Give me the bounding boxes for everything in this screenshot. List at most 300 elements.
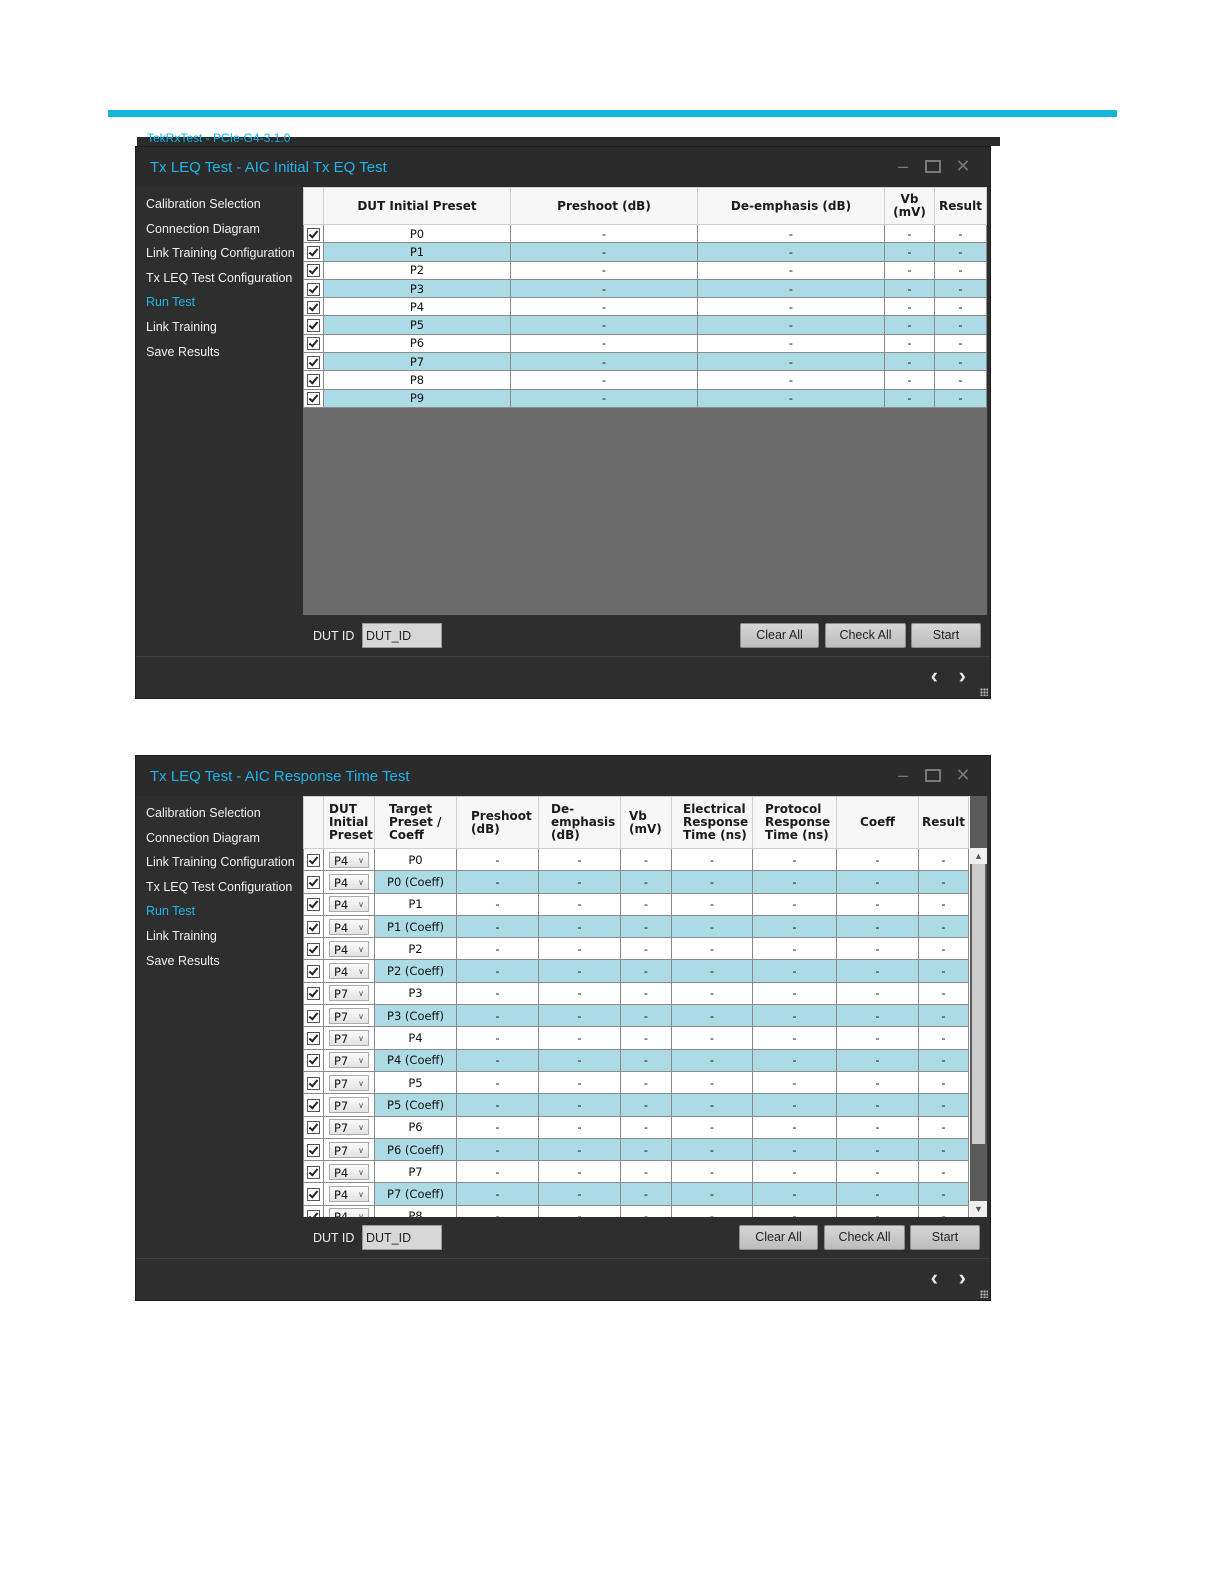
initial-preset-cell bbox=[324, 1049, 375, 1071]
coeff-cell: - bbox=[837, 871, 919, 893]
table-row[interactable] bbox=[304, 871, 969, 893]
target-preset-cell: P6 (Coeff) bbox=[375, 1138, 457, 1160]
vb-cell: - bbox=[621, 1161, 672, 1183]
table-row[interactable] bbox=[304, 1183, 969, 1205]
protocol-response-cell: - bbox=[753, 938, 837, 960]
preshoot-cell: - bbox=[511, 371, 698, 389]
title-bar[interactable] bbox=[136, 147, 990, 187]
target-preset-cell: P1 bbox=[375, 893, 457, 915]
check-all-button[interactable]: Check All bbox=[824, 1225, 905, 1250]
target-preset-cell: P4 (Coeff) bbox=[375, 1049, 457, 1071]
target-preset-cell: P4 bbox=[375, 1027, 457, 1049]
table-row[interactable] bbox=[304, 389, 987, 407]
vb-cell: - bbox=[885, 243, 935, 261]
sidebar-item-calibration-selection[interactable]: Calibration Selection bbox=[146, 806, 261, 820]
row-checkbox[interactable] bbox=[304, 261, 324, 279]
checkmark-icon bbox=[307, 319, 320, 332]
row-checkbox[interactable] bbox=[304, 849, 324, 871]
checkmark-icon bbox=[307, 1054, 320, 1067]
bottom-toolbar bbox=[303, 615, 987, 657]
result-cell: - bbox=[935, 316, 987, 334]
checkmark-icon bbox=[307, 898, 320, 911]
coeff-cell: - bbox=[837, 1183, 919, 1205]
column-header[interactable]: Protocol Response Time (ns) bbox=[753, 797, 837, 849]
electrical-response-cell: - bbox=[672, 871, 753, 893]
vb-cell: - bbox=[885, 316, 935, 334]
preset-cell: P7 bbox=[324, 353, 511, 371]
sidebar-item-calibration-selection[interactable]: Calibration Selection bbox=[146, 197, 261, 211]
row-checkbox[interactable] bbox=[304, 1071, 324, 1093]
preshoot-cell: - bbox=[457, 1005, 539, 1027]
chevron-down-icon: ∨ bbox=[358, 1190, 364, 1200]
column-header[interactable]: Target Preset / Coeff bbox=[375, 797, 457, 849]
vb-cell: - bbox=[885, 334, 935, 352]
initial-preset-dropdown[interactable]: P4 ∨ bbox=[329, 852, 369, 868]
vb-cell: - bbox=[621, 1071, 672, 1093]
target-preset-cell: P1 (Coeff) bbox=[375, 915, 457, 937]
checkmark-icon bbox=[307, 1032, 320, 1045]
preshoot-cell: - bbox=[511, 298, 698, 316]
protocol-response-cell: - bbox=[753, 871, 837, 893]
initial-preset-dropdown[interactable]: P4 ∨ bbox=[329, 919, 369, 935]
result-cell: - bbox=[935, 225, 987, 243]
initial-preset-dropdown[interactable]: P7 ∨ bbox=[329, 1008, 369, 1024]
deemphasis-cell: - bbox=[539, 1005, 621, 1027]
electrical-response-cell: - bbox=[672, 1138, 753, 1160]
preshoot-cell: - bbox=[511, 243, 698, 261]
coeff-cell: - bbox=[837, 1116, 919, 1138]
row-checkbox[interactable] bbox=[304, 1138, 324, 1160]
maximize-icon[interactable] bbox=[922, 156, 944, 178]
column-header[interactable]: DUT Initial Preset bbox=[324, 797, 375, 849]
table-row[interactable] bbox=[304, 1071, 969, 1093]
column-header[interactable]: Result bbox=[935, 188, 987, 225]
preshoot-cell: - bbox=[457, 1071, 539, 1093]
chevron-down-icon: ∨ bbox=[358, 1078, 364, 1088]
deemphasis-cell: - bbox=[539, 938, 621, 960]
target-preset-cell: P7 bbox=[375, 1161, 457, 1183]
vb-cell: - bbox=[621, 849, 672, 871]
electrical-response-cell: - bbox=[672, 982, 753, 1004]
row-checkbox[interactable] bbox=[304, 279, 324, 297]
table-row[interactable] bbox=[304, 1138, 969, 1160]
row-checkbox[interactable] bbox=[304, 1027, 324, 1049]
chevron-down-icon: ∨ bbox=[358, 1123, 364, 1133]
result-cell: - bbox=[919, 1071, 969, 1093]
result-cell: - bbox=[935, 334, 987, 352]
row-checkbox[interactable] bbox=[304, 938, 324, 960]
column-header[interactable]: Preshoot (dB) bbox=[511, 188, 698, 225]
table-row[interactable] bbox=[304, 893, 969, 915]
result-cell: - bbox=[919, 1005, 969, 1027]
chevron-down-icon: ∨ bbox=[358, 1011, 364, 1021]
table-row[interactable] bbox=[304, 316, 987, 334]
sidebar-nav bbox=[136, 187, 304, 657]
vb-cell: - bbox=[885, 371, 935, 389]
preset-cell: P0 bbox=[324, 225, 511, 243]
chevron-left-icon[interactable]: ‹ bbox=[930, 663, 938, 688]
row-checkbox[interactable] bbox=[304, 893, 324, 915]
initial-preset-cell bbox=[324, 1005, 375, 1027]
checkmark-icon bbox=[307, 987, 320, 1000]
initial-preset-cell bbox=[324, 1071, 375, 1093]
initial-preset-dropdown[interactable]: P7 ∨ bbox=[329, 985, 369, 1001]
checkmark-icon bbox=[307, 246, 320, 259]
chevron-right-icon[interactable]: › bbox=[958, 663, 966, 688]
resize-grip-icon[interactable] bbox=[980, 688, 988, 696]
vertical-scrollbar[interactable] bbox=[970, 796, 987, 1217]
sidebar-item-link-training[interactable]: Link Training bbox=[146, 928, 217, 943]
vb-cell: - bbox=[885, 261, 935, 279]
sidebar-item-link-training[interactable]: Link Training bbox=[146, 319, 217, 334]
chevron-down-icon: ∨ bbox=[358, 944, 364, 954]
initial-preset-dropdown[interactable]: P4 ∨ bbox=[329, 1164, 369, 1180]
coeff-cell: - bbox=[837, 893, 919, 915]
coeff-cell: - bbox=[837, 1094, 919, 1116]
background-window-title: TekRxTest - PCIe-G4-3.1.0 bbox=[137, 137, 1000, 146]
row-checkbox[interactable] bbox=[304, 1005, 324, 1027]
table-row[interactable] bbox=[304, 243, 987, 261]
chevron-down-icon: ∨ bbox=[358, 967, 364, 977]
row-checkbox[interactable] bbox=[304, 353, 324, 371]
column-header[interactable]: Preshoot (dB) bbox=[457, 797, 539, 849]
preshoot-cell: - bbox=[457, 849, 539, 871]
protocol-response-cell: - bbox=[753, 1049, 837, 1071]
protocol-response-cell: - bbox=[753, 1005, 837, 1027]
initial-preset-dropdown[interactable]: P7 ∨ bbox=[329, 1030, 369, 1046]
sidebar-item-tx-leq-test-configuration[interactable]: Tx LEQ Test Configuration bbox=[146, 879, 293, 894]
initial-preset-dropdown[interactable]: P7 ∨ bbox=[329, 1142, 369, 1158]
table-row[interactable] bbox=[304, 1027, 969, 1049]
clear-all-button[interactable]: Clear All bbox=[740, 623, 819, 648]
vb-cell: - bbox=[621, 1027, 672, 1049]
window-title: Tx LEQ Test - AIC Initial Tx EQ Test bbox=[150, 159, 387, 176]
deemphasis-cell: - bbox=[539, 1049, 621, 1071]
close-icon[interactable]: ✕ bbox=[955, 156, 971, 176]
preset-cell: P1 bbox=[324, 243, 511, 261]
row-checkbox[interactable] bbox=[304, 960, 324, 982]
table-row[interactable] bbox=[304, 849, 969, 871]
checkmark-icon bbox=[307, 854, 320, 867]
checkmark-icon bbox=[307, 1121, 320, 1134]
result-cell: - bbox=[919, 1183, 969, 1205]
coeff-cell: - bbox=[837, 982, 919, 1004]
deemph-cell: - bbox=[698, 298, 885, 316]
row-checkbox[interactable] bbox=[304, 389, 324, 407]
protocol-response-cell: - bbox=[753, 1071, 837, 1093]
dut-id-label: DUT ID bbox=[313, 629, 355, 643]
preshoot-cell: - bbox=[457, 960, 539, 982]
table-row[interactable] bbox=[304, 1116, 969, 1138]
electrical-response-cell: - bbox=[672, 1071, 753, 1093]
chevron-down-icon: ∨ bbox=[358, 900, 364, 910]
checkmark-icon bbox=[307, 392, 320, 405]
table-row[interactable] bbox=[304, 371, 987, 389]
scroll-up-icon[interactable]: ▲ bbox=[970, 848, 987, 864]
table-row[interactable] bbox=[304, 334, 987, 352]
preshoot-cell: - bbox=[511, 261, 698, 279]
initial-preset-dropdown[interactable]: P7 ∨ bbox=[329, 1097, 369, 1113]
row-checkbox[interactable] bbox=[304, 316, 324, 334]
chevron-right-icon[interactable]: › bbox=[958, 1265, 966, 1290]
electrical-response-cell: - bbox=[672, 1005, 753, 1027]
result-cell: - bbox=[919, 1094, 969, 1116]
deemphasis-cell: - bbox=[539, 1094, 621, 1116]
deemph-cell: - bbox=[698, 279, 885, 297]
wizard-nav-bar bbox=[136, 656, 990, 698]
row-checkbox[interactable] bbox=[304, 871, 324, 893]
result-cell: - bbox=[919, 1049, 969, 1071]
row-checkbox[interactable] bbox=[304, 1094, 324, 1116]
electrical-response-cell: - bbox=[672, 1183, 753, 1205]
table-row[interactable] bbox=[304, 938, 969, 960]
result-cell: - bbox=[919, 1027, 969, 1049]
vb-cell: - bbox=[885, 225, 935, 243]
row-checkbox[interactable] bbox=[304, 1183, 324, 1205]
row-checkbox[interactable] bbox=[304, 915, 324, 937]
table-row[interactable] bbox=[304, 261, 987, 279]
initial-preset-dropdown[interactable]: P7 ∨ bbox=[329, 1119, 369, 1135]
deemphasis-cell: - bbox=[539, 1116, 621, 1138]
start-button[interactable]: Start bbox=[910, 1225, 980, 1250]
checkmark-icon bbox=[307, 1077, 320, 1090]
checkmark-icon bbox=[307, 374, 320, 387]
column-header[interactable]: Vb (mV) bbox=[621, 797, 672, 849]
start-button[interactable]: Start bbox=[911, 623, 981, 648]
table-row[interactable] bbox=[304, 1094, 969, 1116]
checkmark-icon bbox=[307, 283, 320, 296]
vb-cell: - bbox=[621, 893, 672, 915]
sidebar-item-link-training-configuration[interactable]: Link Training Configuration bbox=[146, 246, 295, 261]
electrical-response-cell: - bbox=[672, 1027, 753, 1049]
target-preset-cell: P2 bbox=[375, 938, 457, 960]
preshoot-cell: - bbox=[457, 871, 539, 893]
target-preset-cell: P3 (Coeff) bbox=[375, 1005, 457, 1027]
initial-preset-dropdown[interactable]: P4 ∨ bbox=[329, 874, 369, 890]
scroll-down-icon[interactable]: ▼ bbox=[970, 1201, 987, 1217]
result-cell: - bbox=[935, 389, 987, 407]
sidebar-item-save-results[interactable]: Save Results bbox=[146, 344, 220, 359]
row-checkbox[interactable] bbox=[304, 243, 324, 261]
coeff-cell: - bbox=[837, 1138, 919, 1160]
chevron-left-icon[interactable]: ‹ bbox=[930, 1265, 938, 1290]
deemph-cell: - bbox=[698, 243, 885, 261]
minimize-icon[interactable]: – bbox=[897, 156, 908, 176]
maximize-icon[interactable] bbox=[922, 765, 944, 787]
result-cell: - bbox=[919, 1138, 969, 1160]
page-top-rule bbox=[108, 110, 1117, 117]
table-row[interactable] bbox=[304, 1049, 969, 1071]
checkmark-icon bbox=[307, 965, 320, 978]
row-checkbox[interactable] bbox=[304, 1116, 324, 1138]
sidebar-item-link-training-configuration[interactable]: Link Training Configuration bbox=[146, 855, 295, 870]
initial-preset-cell bbox=[324, 1116, 375, 1138]
electrical-response-cell: - bbox=[672, 1161, 753, 1183]
deemphasis-cell: - bbox=[539, 915, 621, 937]
table-row[interactable] bbox=[304, 1005, 969, 1027]
coeff-cell: - bbox=[837, 1049, 919, 1071]
result-cell: - bbox=[919, 849, 969, 871]
row-checkbox[interactable] bbox=[304, 1049, 324, 1071]
result-cell: - bbox=[919, 1161, 969, 1183]
result-cell: - bbox=[919, 915, 969, 937]
preshoot-cell: - bbox=[511, 334, 698, 352]
column-header[interactable]: Result bbox=[919, 797, 969, 849]
table-row[interactable] bbox=[304, 1161, 969, 1183]
table-row[interactable] bbox=[304, 225, 987, 243]
protocol-response-cell: - bbox=[753, 1161, 837, 1183]
vb-cell: - bbox=[621, 1183, 672, 1205]
result-cell: - bbox=[935, 261, 987, 279]
initial-preset-cell bbox=[324, 982, 375, 1004]
preshoot-cell: - bbox=[457, 1183, 539, 1205]
deemph-cell: - bbox=[698, 389, 885, 407]
protocol-response-cell: - bbox=[753, 1183, 837, 1205]
checkmark-icon bbox=[307, 1166, 320, 1179]
table-row[interactable] bbox=[304, 353, 987, 371]
target-preset-cell: P2 (Coeff) bbox=[375, 960, 457, 982]
response-time-window bbox=[135, 755, 991, 1301]
initial-tx-eq-window bbox=[135, 146, 991, 699]
result-cell: - bbox=[935, 371, 987, 389]
result-cell: - bbox=[935, 353, 987, 371]
chevron-down-icon: ∨ bbox=[358, 1145, 364, 1155]
vb-cell: - bbox=[885, 298, 935, 316]
chevron-down-icon: ∨ bbox=[358, 922, 364, 932]
result-cell: - bbox=[935, 279, 987, 297]
initial-preset-cell bbox=[324, 893, 375, 915]
result-cell: - bbox=[919, 938, 969, 960]
checkmark-icon bbox=[307, 921, 320, 934]
resize-grip-icon[interactable] bbox=[980, 1290, 988, 1298]
row-checkbox[interactable] bbox=[304, 982, 324, 1004]
initial-preset-cell bbox=[324, 849, 375, 871]
coeff-cell: - bbox=[837, 849, 919, 871]
table-row[interactable] bbox=[304, 982, 969, 1004]
row-checkbox[interactable] bbox=[304, 225, 324, 243]
column-header[interactable]: De-emphasis (dB) bbox=[698, 188, 885, 225]
initial-preset-dropdown[interactable]: P4 ∨ bbox=[329, 941, 369, 957]
preshoot-cell: - bbox=[457, 1049, 539, 1071]
protocol-response-cell: - bbox=[753, 915, 837, 937]
electrical-response-cell: - bbox=[672, 849, 753, 871]
preshoot-cell: - bbox=[457, 1116, 539, 1138]
vb-cell: - bbox=[621, 938, 672, 960]
initial-preset-dropdown[interactable]: P4 ∨ bbox=[329, 896, 369, 912]
dut-id-input[interactable]: DUT_ID bbox=[362, 623, 442, 648]
row-checkbox[interactable] bbox=[304, 371, 324, 389]
deemphasis-cell: - bbox=[539, 960, 621, 982]
result-cell: - bbox=[935, 298, 987, 316]
row-checkbox[interactable] bbox=[304, 298, 324, 316]
coeff-cell: - bbox=[837, 938, 919, 960]
sidebar-item-connection-diagram[interactable]: Connection Diagram bbox=[146, 221, 260, 236]
initial-preset-dropdown[interactable]: P7 ∨ bbox=[329, 1075, 369, 1091]
preset-cell: P8 bbox=[324, 371, 511, 389]
sidebar-item-run-test[interactable]: Run Test bbox=[146, 295, 196, 310]
deemphasis-cell: - bbox=[539, 1071, 621, 1093]
deemph-cell: - bbox=[698, 261, 885, 279]
vb-cell: - bbox=[885, 279, 935, 297]
coeff-cell: - bbox=[837, 915, 919, 937]
chevron-down-icon: ∨ bbox=[358, 989, 364, 999]
initial-preset-cell bbox=[324, 1027, 375, 1049]
result-cell: - bbox=[919, 982, 969, 1004]
chevron-down-icon: ∨ bbox=[358, 1167, 364, 1177]
target-preset-cell: P7 (Coeff) bbox=[375, 1183, 457, 1205]
scrollbar-thumb[interactable] bbox=[972, 864, 985, 1144]
result-cell: - bbox=[919, 960, 969, 982]
sidebar-item-connection-diagram[interactable]: Connection Diagram bbox=[146, 830, 260, 845]
minimize-icon[interactable]: – bbox=[897, 765, 908, 785]
preset-cell: P2 bbox=[324, 261, 511, 279]
deemphasis-cell: - bbox=[539, 982, 621, 1004]
chevron-down-icon: ∨ bbox=[358, 1100, 364, 1110]
table-row[interactable] bbox=[304, 298, 987, 316]
preshoot-cell: - bbox=[457, 893, 539, 915]
row-checkbox[interactable] bbox=[304, 1161, 324, 1183]
protocol-response-cell: - bbox=[753, 1027, 837, 1049]
column-header[interactable]: DUT Initial Preset bbox=[324, 188, 511, 225]
vb-cell: - bbox=[621, 1138, 672, 1160]
preshoot-cell: - bbox=[511, 279, 698, 297]
column-header[interactable]: Electrical Response Time (ns) bbox=[672, 797, 753, 849]
protocol-response-cell: - bbox=[753, 982, 837, 1004]
initial-preset-cell bbox=[324, 1183, 375, 1205]
table-row[interactable] bbox=[304, 279, 987, 297]
sidebar-item-save-results[interactable]: Save Results bbox=[146, 953, 220, 968]
table-row[interactable] bbox=[304, 960, 969, 982]
target-preset-cell: P0 bbox=[375, 849, 457, 871]
initial-preset-dropdown[interactable]: P4 ∨ bbox=[329, 963, 369, 979]
window-title: Tx LEQ Test - AIC Response Time Test bbox=[150, 768, 410, 785]
close-icon[interactable]: ✕ bbox=[955, 765, 971, 785]
preshoot-cell: - bbox=[511, 353, 698, 371]
initial-preset-cell bbox=[324, 1138, 375, 1160]
electrical-response-cell: - bbox=[672, 893, 753, 915]
clear-all-button[interactable]: Clear All bbox=[739, 1225, 818, 1250]
row-checkbox[interactable] bbox=[304, 334, 324, 352]
table-row[interactable] bbox=[304, 915, 969, 937]
check-all-button[interactable]: Check All bbox=[825, 623, 906, 648]
sidebar-nav bbox=[136, 796, 304, 1259]
deemph-cell: - bbox=[698, 353, 885, 371]
column-header[interactable]: Vb (mV) bbox=[885, 188, 935, 225]
checkmark-icon bbox=[307, 1188, 320, 1201]
dut-id-input[interactable]: DUT_ID bbox=[362, 1225, 442, 1250]
initial-preset-cell bbox=[324, 871, 375, 893]
initial-preset-dropdown[interactable]: P4 ∨ bbox=[329, 1186, 369, 1202]
vb-cell: - bbox=[621, 1049, 672, 1071]
coeff-cell: - bbox=[837, 1005, 919, 1027]
vb-cell: - bbox=[621, 915, 672, 937]
preshoot-cell: - bbox=[511, 389, 698, 407]
column-header[interactable]: Coeff bbox=[837, 797, 919, 849]
results-panel bbox=[303, 187, 987, 657]
sidebar-item-tx-leq-test-configuration[interactable]: Tx LEQ Test Configuration bbox=[146, 270, 293, 285]
checkmark-icon bbox=[307, 943, 320, 956]
title-bar[interactable] bbox=[136, 756, 990, 796]
target-preset-cell: P3 bbox=[375, 982, 457, 1004]
deemph-cell: - bbox=[698, 371, 885, 389]
column-header[interactable]: De-emphasis (dB) bbox=[539, 797, 621, 849]
initial-preset-dropdown[interactable]: P7 ∨ bbox=[329, 1052, 369, 1068]
protocol-response-cell: - bbox=[753, 1116, 837, 1138]
sidebar-item-run-test[interactable]: Run Test bbox=[146, 904, 196, 919]
preshoot-cell: - bbox=[457, 1094, 539, 1116]
coeff-cell: - bbox=[837, 1161, 919, 1183]
chevron-down-icon: ∨ bbox=[358, 855, 364, 865]
